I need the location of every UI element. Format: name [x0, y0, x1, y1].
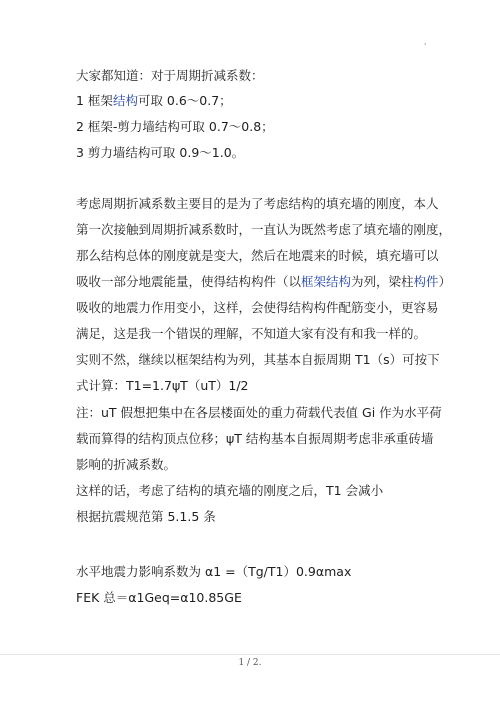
- text-run: 大家都知道：对于周期折减系数：: [76, 68, 264, 83]
- paragraph-line: [76, 509, 216, 525]
- text-run: 为列，梁柱: [351, 274, 414, 289]
- footer-divider: [0, 654, 500, 655]
- page-number: 1 / 2.: [238, 658, 262, 668]
- list-item-1: [76, 93, 232, 109]
- paragraph-line: [76, 222, 451, 238]
- formula-line: [76, 378, 249, 394]
- text-run: 式计算：T1=1.7ψT（uT）1/2: [76, 378, 249, 393]
- formula-line: [76, 590, 242, 606]
- paragraph-line: [76, 483, 383, 499]
- note-line: [76, 405, 442, 421]
- text-run: 吸收的地震力作用变小，这样，会使得结构构件配筋变小，更容易: [76, 300, 439, 315]
- text-run: FEK 总＝α1Geq=α10.85GE: [76, 590, 242, 605]
- text-run: ）: [438, 274, 452, 289]
- paragraph-line: [76, 248, 439, 264]
- text-run: 根据抗震规范第 5.1.5 条: [76, 509, 216, 524]
- paragraph-line: [76, 352, 440, 368]
- intro-line: [76, 68, 264, 84]
- text-run: 考虑周期折减系数主要目的是为了考虑结构的填充墙的刚度，本人: [76, 196, 439, 211]
- text-run: 可取 0.6～0.7；: [137, 93, 232, 108]
- paragraph-line: [76, 274, 451, 290]
- note-line: [76, 431, 433, 447]
- text-run: 这样的话，考虑了结构的填充墙的刚度之后，T1 会减小: [76, 483, 384, 498]
- paragraph-line: [76, 300, 439, 316]
- link-frame-structure[interactable]: 框架结构: [301, 274, 352, 289]
- corner-mark: ': [424, 42, 427, 51]
- text-run: 第一次接触到周期折减系数时，一直认为既然考虑了填充墙的刚度，: [76, 222, 452, 237]
- formula-line: [76, 564, 351, 580]
- text-run: 3 剪力墙结构可取 0.9～1.0。: [76, 145, 245, 160]
- link-structure[interactable]: 结构: [112, 93, 138, 108]
- text-run: 水平地震力影响系数为 α1 =（Tg/T1）0.9αmax: [76, 564, 352, 579]
- text-run: 1 框架: [76, 93, 113, 108]
- link-component[interactable]: 构件: [413, 274, 439, 289]
- text-run: 吸收一部分地震能量，使得结构构件（以: [76, 274, 302, 289]
- text-run: 2 框架-剪力墙结构可取 0.7～0.8；: [76, 119, 274, 134]
- text-run: 注：uT 假想把集中在各层楼面处的重力荷载代表值 Gi 作为水平荷: [76, 405, 442, 420]
- text-run: 满足，这是我一个错误的理解，不知道大家有没有和我一样的。: [76, 326, 427, 341]
- text-run: 影响的折减系数。: [76, 457, 177, 472]
- list-item-2: [76, 119, 274, 135]
- paragraph-line: [76, 196, 439, 212]
- text-run: 载而算得的结构顶点位移；ψT 结构基本自振周期考虑非承重砖墙: [76, 431, 434, 446]
- text-run: 实则不然，继续以框架结构为列，其基本自振周期 T1（s）可按下: [76, 352, 440, 367]
- text-run: 那么结构总体的刚度就是变大，然后在地震来的时候，填充墙可以: [76, 248, 439, 263]
- paragraph-line: [76, 326, 426, 342]
- note-line: [76, 457, 176, 473]
- list-item-3: [76, 145, 244, 161]
